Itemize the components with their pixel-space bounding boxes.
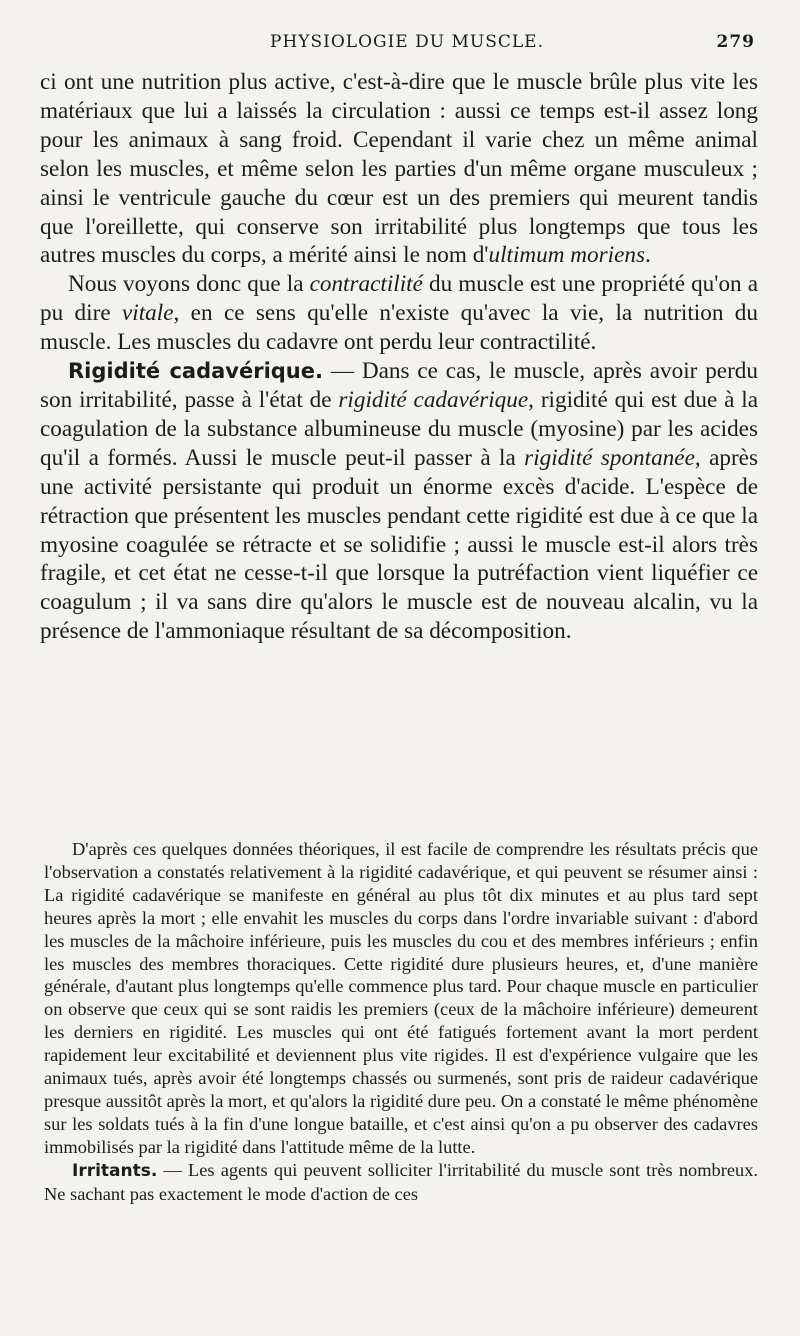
paragraph: [40, 270, 758, 357]
page-number: 279: [716, 32, 755, 52]
text-span: ci ont une nutrition plus active, c'est-à-dire que le muscle brûle plus vite les matériaux que lui a laissés la circulation : aussi ce temps est-il assez long pour les animaux à sang froid. Cependant il varie chez un même animal selon les muscles, et même selon les parties d'un même organe musculeux ; ainsi le ventricule gauche du cœur est un des premiers qui meurent tandis que l'oreillette, qui conserve son irritabilité plus longtemps que tous les autres muscles du corps, a mérité ainsi le nom d': [40, 69, 758, 269]
italic-term: contractilité: [309, 271, 423, 298]
running-title: PHYSIOLOGIE DU MUSCLE.: [270, 32, 544, 52]
text-span: , rigidité qui est due à la coagulation de la substance albumineuse du muscle (myosine) par les acides qu'il a formés. Aussi le muscle peut-il passer à la: [40, 386, 759, 471]
italic-term: vitale: [122, 300, 174, 327]
paragraph: D'après ces quelques données théoriques, il est facile de comprendre les résultats précis que l'observation a constatés relativement à la rigidité cadavérique, et qui peuvent se résumer ainsi : La rigidité cadavérique se manifeste en général au plus tôt dix minutes et au plus tard sept heures après la mort ; elle envahit les muscles du corps dans l'ordre invariable suivant : d'abord les muscles de la mâchoire inférieure, puis les muscles du cou et des membres inférieurs ; enfin les muscles des membres thoraciques. Cette rigidité dure plusieurs heures, et, d'une manière générale, d'autant plus longtemps qu'elle commence plus tard. Pour chaque muscle en particulier on observe que ceux qui se sont raidis les premiers (ceux de la mâchoire inférieure) demeurent les derniers en rigidité. Les muscles qui ont été fatigués fortement avant la mort perdent rapidement leur excitabilité et deviennent plus vite rigides. Il est d'expérience vulgaire que les animaux tués, après avoir été longtemps chassés ou surmenés, sont pris de raideur cadavérique presque aussitôt après la mort, et qu'alors la rigidité dure peu. On a constaté le même phénomène sur les soldats tués à la fin d'une longue bataille, et c'est ainsi qu'on a pu observer des cadavres immobilisés par la rigidité dans l'attitude même de la lutte.: [44, 839, 758, 1157]
text-span: — Les agents qui peuvent solliciter l'irritabilité du muscle sont très nombreux. Ne sachant pas exactement le mode d'action de ces: [44, 1159, 758, 1204]
text-span: , après une activité persistante qui produit un énorme excès d'acide. L'espèce de rétraction que présentent les muscles pendant cette rigidité est due à ce que la myosine coagulée se rétracte et se solidifie ; aussi le muscle est-il alors très fragile, et cet état ne cesse-t-il que lorsque la putréfaction vient liquéfier ce coagulum ; il va sans dire qu'alors le muscle est de nouveau alcalin, vu la présence de l'ammoniaque résultant de sa décomposition.: [40, 444, 758, 645]
italic-term: rigidité cadavérique: [338, 386, 529, 413]
main-text: [40, 68, 758, 646]
text-span: Nous voyons donc que la: [68, 271, 310, 298]
italic-term: rigidité spontanée: [524, 444, 695, 471]
italic-term: ultimum moriens: [488, 242, 646, 269]
text-span: .: [645, 242, 651, 269]
text-span: — Dans ce cas, le muscle, après avoir perdu son irritabilité, passe à l'état de: [40, 358, 758, 413]
section-heading: Irritants.: [72, 1160, 158, 1181]
paragraph: [40, 68, 758, 270]
paragraph: [44, 1159, 758, 1206]
text-span: , en ce sens qu'elle n'existe qu'avec la vie, la nutrition du muscle. Les muscles du cadavre ont perdu leur contractilité.: [40, 300, 758, 356]
small-print-note: [44, 838, 758, 1206]
running-header: [40, 32, 755, 60]
text-span: du muscle est une propriété qu'on a pu dire: [40, 271, 758, 327]
paragraph: [40, 357, 758, 646]
section-heading: Rigidité cadavérique.: [68, 359, 323, 384]
